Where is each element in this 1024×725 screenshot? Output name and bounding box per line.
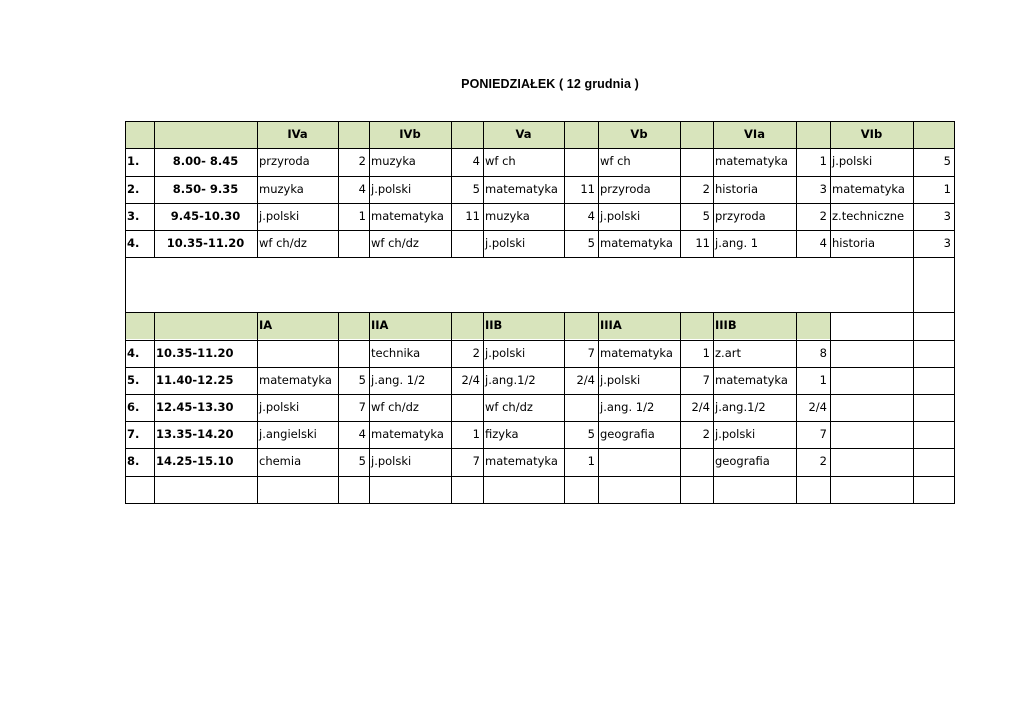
subject-cell: j.ang. 1/2 <box>600 400 655 414</box>
subject-cell: matematyka <box>600 236 673 250</box>
room-cell: 8 <box>819 346 827 360</box>
room-cell <box>338 230 369 257</box>
class-header-IIA: IIA <box>371 318 389 332</box>
room-cell: 2 <box>358 154 366 168</box>
subject-cell <box>257 340 338 367</box>
room-cell: 1 <box>472 427 480 441</box>
lesson-number: 8. <box>127 454 140 468</box>
lesson-time: 12.45-13.30 <box>156 400 234 414</box>
lesson-time: 8.50- 9.35 <box>172 182 239 196</box>
subject-cell: fizyka <box>485 427 519 441</box>
grid-line <box>564 312 565 504</box>
room-cell: 5 <box>472 182 480 196</box>
subject-cell: j.ang.1/2 <box>715 400 766 414</box>
subject-cell: matematyka <box>371 209 444 223</box>
class-header-VIb: VIb <box>860 127 883 141</box>
subject-cell: j.ang. 1/2 <box>371 373 426 387</box>
room-cell: 1 <box>819 373 827 387</box>
room-cell: 2 <box>702 427 710 441</box>
subject-cell: j.ang.1/2 <box>485 373 536 387</box>
lesson-number: 4. <box>127 346 140 360</box>
grid-line <box>338 121 339 258</box>
class-header-IIIA: IIIA <box>600 318 622 332</box>
room-cell: 2/4 <box>691 400 710 414</box>
grid-line <box>451 312 452 504</box>
lesson-number: 5. <box>127 373 140 387</box>
subject-cell: przyroda <box>715 209 766 223</box>
subject-cell: wf ch/dz <box>371 236 419 250</box>
lesson-time: 10.35-11.20 <box>156 346 234 360</box>
grid-line <box>954 257 955 504</box>
grid-line <box>913 257 914 504</box>
grid-line <box>483 121 484 258</box>
room-cell: 11 <box>465 209 480 223</box>
lesson-time: 11.40-12.25 <box>156 373 234 387</box>
room-cell: 1 <box>587 454 595 468</box>
lesson-time: 14.25-15.10 <box>156 454 234 468</box>
room-cell <box>338 340 369 367</box>
subject-cell: j.polski <box>485 236 526 250</box>
lesson-time: 8.00- 8.45 <box>172 154 239 168</box>
room-cell <box>564 148 598 175</box>
subject-cell: j.polski <box>259 209 300 223</box>
subject-cell: j.angielski <box>259 427 317 441</box>
subject-cell: matematyka <box>715 373 788 387</box>
subject-cell: j.polski <box>600 373 641 387</box>
class-header-IIB: IIB <box>485 318 503 332</box>
subject-cell: j.polski <box>715 427 756 441</box>
subject-cell: wf ch/dz <box>485 400 533 414</box>
room-cell: 4 <box>472 154 480 168</box>
subject-cell: z.techniczne <box>832 209 905 223</box>
lesson-number: 2. <box>127 182 140 196</box>
room-cell: 2 <box>702 182 710 196</box>
room-cell: 7 <box>819 427 827 441</box>
room-cell: 7 <box>472 454 480 468</box>
class-header-IIIB: IIIB <box>715 318 737 332</box>
lesson-time: 13.35-14.20 <box>156 427 234 441</box>
subject-cell: technika <box>371 346 421 360</box>
grid-line <box>713 121 714 258</box>
subject-cell: j.polski <box>600 209 641 223</box>
room-cell: 3 <box>943 209 951 223</box>
room-cell: 3 <box>819 182 827 196</box>
room-cell: 1 <box>358 209 366 223</box>
grid-line <box>369 312 370 504</box>
room-cell: 7 <box>358 400 366 414</box>
room-cell: 5 <box>702 209 710 223</box>
grid-line <box>598 121 599 258</box>
grid-line <box>598 312 599 504</box>
grid-line <box>796 312 797 504</box>
room-cell: 5 <box>358 454 366 468</box>
room-cell: 2/4 <box>576 373 595 387</box>
subject-cell: muzyka <box>371 154 416 168</box>
lesson-number: 4. <box>127 236 140 250</box>
grid-line <box>913 121 914 258</box>
room-cell: 2 <box>819 209 827 223</box>
subject-cell: j.polski <box>485 346 526 360</box>
subject-cell: j.polski <box>371 454 412 468</box>
page-title: PONIEDZIAŁEK ( 12 grudnia ) <box>461 77 639 91</box>
subject-cell: muzyka <box>485 209 530 223</box>
room-cell: 1 <box>819 154 827 168</box>
grid-line <box>154 312 155 504</box>
room-cell: 5 <box>358 373 366 387</box>
class-header-IA: IA <box>259 318 273 332</box>
subject-cell: z.art <box>715 346 741 360</box>
room-cell: 11 <box>695 236 710 250</box>
room-cell <box>680 448 713 475</box>
room-cell: 2 <box>472 346 480 360</box>
subject-cell: wf ch <box>600 154 631 168</box>
subject-cell: j.polski <box>259 400 300 414</box>
room-cell: 2/4 <box>461 373 480 387</box>
room-cell: 4 <box>358 427 366 441</box>
grid-line <box>257 121 258 258</box>
subject-cell: matematyka <box>485 454 558 468</box>
grid-line <box>830 312 831 504</box>
subject-cell: matematyka <box>832 182 905 196</box>
lesson-time: 9.45-10.30 <box>170 209 241 223</box>
grid-line <box>257 312 258 504</box>
subject-cell: matematyka <box>715 154 788 168</box>
subject-cell: historia <box>832 236 875 250</box>
room-cell: 3 <box>943 236 951 250</box>
grid-line <box>154 121 155 258</box>
subject-cell: matematyka <box>259 373 332 387</box>
subject-cell: wf ch <box>485 154 516 168</box>
room-cell: 7 <box>702 373 710 387</box>
room-cell <box>451 230 483 257</box>
subject-cell: matematyka <box>485 182 558 196</box>
subject-cell: przyroda <box>600 182 651 196</box>
subject-cell: wf ch/dz <box>259 236 307 250</box>
subject-cell <box>598 448 680 475</box>
class-header-Vb: Vb <box>630 127 648 141</box>
class-header-IVb: IVb <box>399 127 421 141</box>
room-cell: 5 <box>587 236 595 250</box>
room-cell <box>680 148 713 175</box>
grid-line <box>338 312 339 504</box>
room-cell <box>451 394 483 421</box>
room-cell: 4 <box>819 236 827 250</box>
room-cell: 7 <box>587 346 595 360</box>
room-cell: 2/4 <box>808 400 827 414</box>
room-cell: 4 <box>358 182 366 196</box>
subject-cell: historia <box>715 182 758 196</box>
room-cell: 11 <box>580 182 595 196</box>
subject-cell: geografia <box>715 454 770 468</box>
grid-line <box>680 312 681 504</box>
class-header-IVa: IVa <box>287 127 308 141</box>
class-header-Va: Va <box>515 127 532 141</box>
class-header-VIa: VIa <box>744 127 765 141</box>
grid-line <box>125 257 126 313</box>
grid-line <box>564 121 565 258</box>
lesson-time: 10.35-11.20 <box>166 236 245 250</box>
lesson-number: 6. <box>127 400 140 414</box>
grid-line <box>830 121 831 258</box>
room-cell: 4 <box>587 209 595 223</box>
grid-line <box>680 121 681 258</box>
grid-line <box>954 121 955 258</box>
lesson-number: 1. <box>127 154 140 168</box>
subject-cell: j.polski <box>832 154 873 168</box>
grid-line <box>125 121 126 258</box>
room-cell: 1 <box>943 182 951 196</box>
grid-line <box>796 121 797 258</box>
grid-line <box>369 121 370 258</box>
room-cell <box>564 394 598 421</box>
subject-cell: matematyka <box>600 346 673 360</box>
subject-cell: j.polski <box>371 182 412 196</box>
subject-cell: geografia <box>600 427 655 441</box>
lesson-number: 3. <box>127 209 140 223</box>
subject-cell: j.ang. 1 <box>715 236 759 250</box>
subject-cell: matematyka <box>371 427 444 441</box>
grid-line <box>451 121 452 258</box>
room-cell: 1 <box>702 346 710 360</box>
grid-line <box>713 312 714 504</box>
subject-cell: muzyka <box>259 182 304 196</box>
room-cell: 2 <box>819 454 827 468</box>
grid-line <box>125 312 126 504</box>
subject-cell: wf ch/dz <box>371 400 419 414</box>
room-cell: 5 <box>943 154 951 168</box>
grid-line <box>483 312 484 504</box>
room-cell: 5 <box>587 427 595 441</box>
subject-cell: chemia <box>259 454 302 468</box>
lesson-number: 7. <box>127 427 140 441</box>
subject-cell: przyroda <box>259 154 310 168</box>
